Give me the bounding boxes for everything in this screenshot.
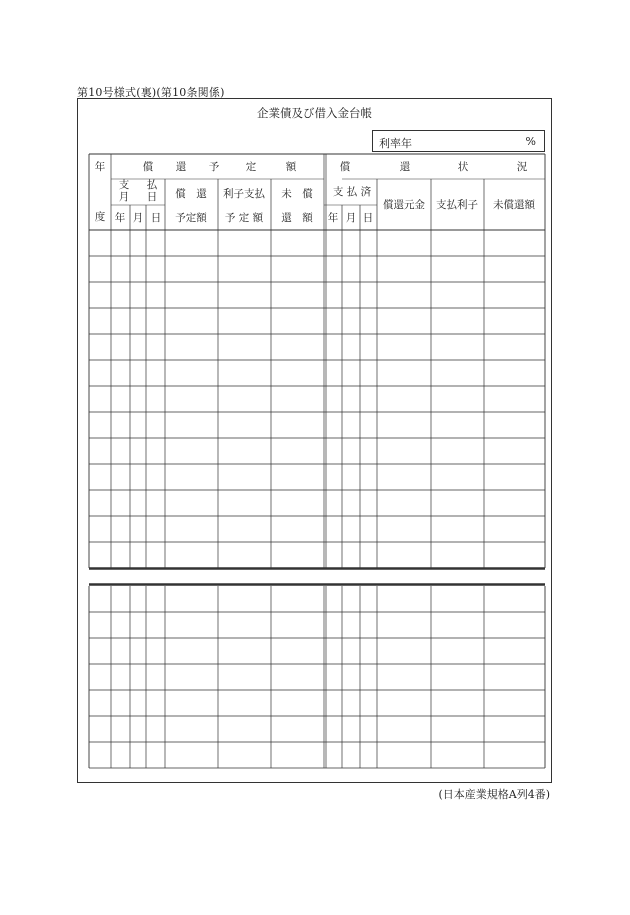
ymd-char: 日 (362, 212, 374, 224)
ledger-title: 企業債及び借入金台帳 (257, 106, 372, 120)
status-heading-char: 状 (457, 161, 469, 173)
schedule-heading-char: 定 (245, 161, 257, 173)
principal-header: 償 還 (175, 188, 207, 200)
year-header-bottom: 度 (94, 211, 106, 223)
interest-rate-label: 利率年 (379, 137, 412, 150)
percent-unit: % (525, 135, 536, 148)
ymd-char: 月 (345, 212, 357, 224)
paid-date-header: 支 払 済 (332, 186, 372, 198)
pay-date-char: 払 (146, 179, 158, 191)
paid-interest-header: 支払利子 (436, 199, 478, 211)
unpaid-header: 未 償 (281, 188, 313, 200)
ymd-char: 月 (132, 212, 144, 224)
pay-date-char: 月 (118, 191, 130, 203)
ymd-char: 日 (150, 212, 162, 224)
unpaid-header: 還 額 (281, 212, 313, 224)
schedule-heading-char: 額 (285, 161, 297, 173)
principal-header: 予定額 (175, 212, 207, 224)
pay-date-char: 日 (146, 191, 158, 203)
ymd-char: 年 (327, 212, 339, 224)
schedule-heading-char: 予 (208, 161, 220, 173)
year-header: 年 (94, 161, 106, 173)
status-heading-char: 償 (339, 161, 351, 173)
status-heading-char: 還 (399, 161, 411, 173)
unpaid-amount-header: 未償還額 (493, 199, 535, 211)
form-number-label: 第10号様式(裏)(第10条関係) (77, 86, 225, 99)
schedule-heading-char: 還 (175, 161, 187, 173)
interest-header: 予 定 額 (224, 212, 264, 224)
paper-size-note: (日本産業規格A列4番) (438, 788, 550, 801)
status-heading-char: 況 (516, 161, 528, 173)
schedule-heading-char: 償 (142, 161, 154, 173)
repaid-principal-header: 償還元金 (383, 199, 425, 211)
pay-date-char: 支 (118, 179, 130, 191)
interest-header: 利子支払 (223, 188, 265, 200)
ymd-char: 年 (114, 212, 126, 224)
